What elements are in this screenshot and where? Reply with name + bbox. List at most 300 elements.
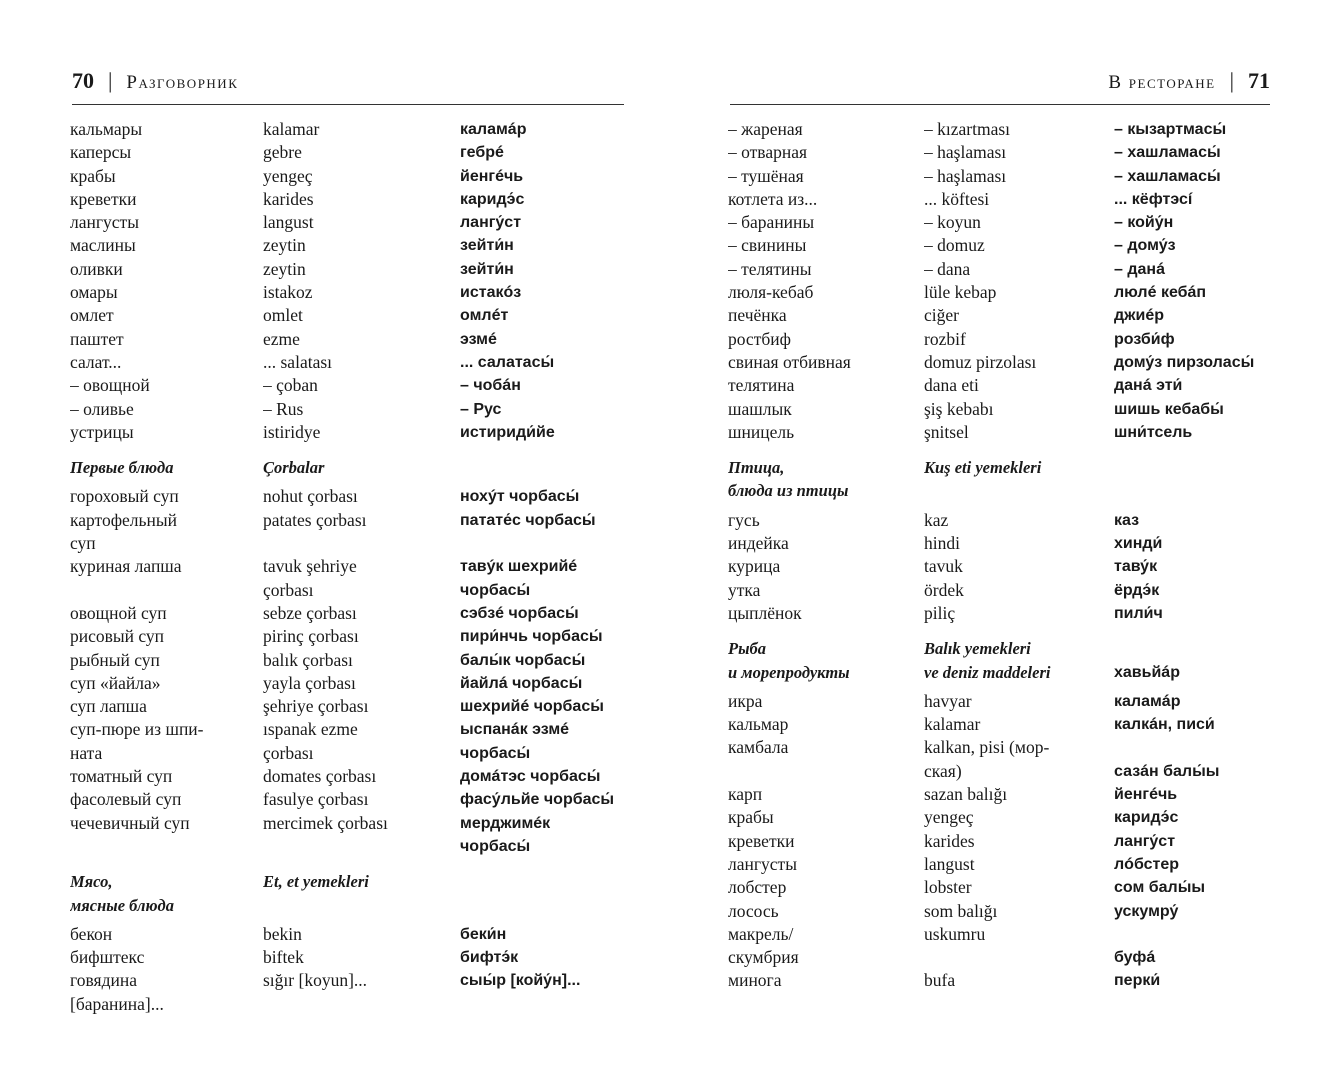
pronunciation: – чобáн bbox=[460, 377, 521, 395]
russian-term: рисовый суп bbox=[70, 626, 165, 647]
russian-term: телятина bbox=[728, 375, 795, 396]
pronunciation: джиéр bbox=[1114, 307, 1165, 325]
russian-term: чечевичный суп bbox=[70, 812, 190, 833]
russian-term: карп bbox=[728, 784, 763, 805]
pronunciation: перки́ bbox=[1114, 972, 1161, 990]
pronunciation bbox=[1114, 637, 1284, 660]
russian-term: – жареная bbox=[728, 119, 803, 139]
pronunciation: – койу́н bbox=[1114, 214, 1174, 232]
turkish-term: sazan balığı bbox=[924, 784, 1008, 805]
page-number: 71 bbox=[1248, 68, 1270, 93]
pronunciation: ускумру́ bbox=[1114, 902, 1179, 920]
page-header bbox=[730, 68, 1270, 105]
russian-term: индейка bbox=[728, 533, 789, 554]
russian-term: шницель bbox=[728, 421, 795, 442]
page-number: 70 bbox=[72, 68, 94, 93]
turkish-term: zeytin bbox=[263, 235, 306, 256]
phrase-row bbox=[728, 234, 1284, 257]
russian-term: блюда из птицы bbox=[728, 481, 849, 501]
russian-term: скумбрия bbox=[728, 947, 799, 968]
russian-term: – овощной bbox=[70, 375, 150, 396]
russian-term: гусь bbox=[728, 509, 760, 530]
russian-term: – баранины bbox=[728, 212, 815, 233]
russian-term: люля-кебаб bbox=[728, 282, 814, 303]
russian-term: Птица, bbox=[728, 458, 785, 478]
turkish-term: sebze çorbası bbox=[263, 602, 357, 623]
turkish-term: yengeç bbox=[924, 807, 974, 828]
turkish-term bbox=[263, 993, 460, 1016]
phrase-row bbox=[70, 579, 630, 602]
turkish-term: balık çorbası bbox=[263, 649, 353, 670]
turkish-term: som balığı bbox=[924, 900, 998, 921]
turkish-term: istiridye bbox=[263, 421, 321, 442]
russian-term: каперсы bbox=[70, 142, 132, 163]
russian-term: Мясо, bbox=[70, 872, 113, 892]
russian-term: говядина bbox=[70, 970, 137, 991]
russian-term: картофельный bbox=[70, 509, 177, 530]
russian-term: – телятины bbox=[728, 258, 812, 279]
pronunciation: каридэ́с bbox=[460, 190, 525, 208]
pronunciation: йайлá чорбасы́ bbox=[460, 674, 583, 692]
phrase-row bbox=[70, 742, 630, 765]
header-separator: | bbox=[1229, 68, 1234, 93]
pronunciation: патате́с чорбасы́ bbox=[460, 511, 596, 529]
turkish-term: domates çorbası bbox=[263, 766, 377, 787]
turkish-term: – koyun bbox=[924, 212, 981, 233]
section-heading-row bbox=[728, 661, 1284, 684]
turkish-term: bufa bbox=[924, 970, 956, 991]
phrase-row bbox=[70, 923, 630, 946]
russian-term: лосось bbox=[728, 900, 779, 921]
turkish-term: – haşlaması bbox=[924, 142, 1007, 163]
turkish-term: ıspanak ezme bbox=[263, 719, 358, 740]
phrase-row bbox=[70, 672, 630, 695]
page-header bbox=[72, 68, 624, 105]
pronunciation: ёрдэ́к bbox=[1114, 581, 1160, 599]
russian-term: минога bbox=[728, 970, 782, 991]
pronunciation: шишь кебабы́ bbox=[1114, 400, 1224, 418]
russian-term: маслины bbox=[70, 235, 136, 256]
phrase-row bbox=[70, 374, 630, 397]
turkish-term bbox=[263, 532, 460, 555]
russian-term: Рыба bbox=[728, 639, 767, 659]
phrase-row bbox=[70, 969, 630, 992]
russian-term: мясные блюда bbox=[70, 895, 174, 915]
phrase-row bbox=[70, 555, 630, 578]
pronunciation: дому́з пирзоласы́ bbox=[1114, 353, 1255, 371]
phrase-row bbox=[728, 760, 1284, 783]
phrase-row bbox=[728, 923, 1284, 946]
russian-term: кальмары bbox=[70, 119, 143, 139]
phrase-row bbox=[728, 946, 1284, 969]
turkish-term: istakoz bbox=[263, 282, 313, 303]
turkish-term: gebre bbox=[263, 142, 302, 163]
russian-term: – тушёная bbox=[728, 165, 804, 186]
turkish-term: tavuk şehriye bbox=[263, 556, 357, 577]
pronunciation: – кызартмасы́ bbox=[1114, 121, 1227, 138]
turkish-term: şiş kebabı bbox=[924, 398, 994, 419]
turkish-term: rozbif bbox=[924, 328, 966, 349]
phrase-row bbox=[70, 281, 630, 304]
pronunciation: лангу́ст bbox=[1114, 832, 1176, 850]
pronunciation: беки́н bbox=[460, 925, 507, 943]
turkish-term: – kızartması bbox=[924, 119, 1011, 139]
pronunciation: тавýк шехрийé bbox=[460, 558, 578, 576]
turkish-term: kalamar bbox=[263, 119, 320, 139]
phrase-row bbox=[70, 421, 630, 444]
pronunciation bbox=[460, 894, 630, 917]
turkish-term bbox=[263, 835, 460, 858]
turkish-term bbox=[924, 946, 1114, 969]
turkish-term: lobster bbox=[924, 877, 972, 898]
pronunciation bbox=[1114, 923, 1284, 946]
turkish-term: ... köftesi bbox=[924, 188, 990, 209]
phrase-row bbox=[728, 602, 1284, 625]
pronunciation bbox=[460, 532, 630, 555]
phrase-row bbox=[728, 304, 1284, 327]
turkish-term: piliç bbox=[924, 602, 956, 623]
turkish-term: kaz bbox=[924, 509, 949, 530]
russian-term: – оливье bbox=[70, 398, 134, 419]
russian-term: суп bbox=[70, 533, 96, 554]
pronunciation: эзмé bbox=[460, 330, 497, 348]
russian-term: рыбный суп bbox=[70, 649, 160, 670]
russian-term bbox=[728, 760, 924, 783]
phrase-row bbox=[728, 969, 1284, 992]
phrase-row bbox=[70, 351, 630, 374]
turkish-term: – Rus bbox=[263, 398, 304, 419]
russian-term: гороховый суп bbox=[70, 486, 179, 507]
russian-term: бекон bbox=[70, 923, 113, 944]
phrase-row bbox=[728, 690, 1284, 713]
pronunciation: бифтэ́к bbox=[460, 949, 519, 967]
russian-term: бифштекс bbox=[70, 947, 145, 968]
pronunciation: хавьйáр bbox=[1114, 663, 1180, 681]
turkish-term: zeytin bbox=[263, 258, 306, 279]
turkish-term: tavuk bbox=[924, 556, 963, 577]
russian-term: утка bbox=[728, 579, 761, 600]
section-heading-row bbox=[728, 637, 1284, 660]
phrase-row bbox=[70, 835, 630, 858]
turkish-term: pirinç çorbası bbox=[263, 626, 359, 647]
russian-term: цыплёнок bbox=[728, 602, 802, 623]
pronunciation: сазáн балы́ы bbox=[1114, 762, 1220, 780]
russian-term: креветки bbox=[728, 830, 795, 851]
russian-term: оливки bbox=[70, 258, 123, 279]
phrase-row bbox=[728, 783, 1284, 806]
turkish-term: Balık yemekleri bbox=[924, 639, 1031, 659]
russian-term: лобстер bbox=[728, 877, 787, 898]
turkish-term: yayla çorbası bbox=[263, 672, 356, 693]
turkish-term: hindi bbox=[924, 533, 960, 554]
turkish-term: ve deniz maddeleri bbox=[924, 662, 1051, 682]
phrase-row bbox=[70, 946, 630, 969]
phrase-row bbox=[70, 118, 630, 141]
phrase-row bbox=[728, 211, 1284, 234]
pronunciation: – дому́з bbox=[1114, 237, 1176, 255]
turkish-term: bekin bbox=[263, 923, 302, 944]
pronunciation: сом балы́ы bbox=[1114, 879, 1206, 897]
phrase-row bbox=[70, 765, 630, 788]
russian-term: ростбиф bbox=[728, 328, 791, 349]
russian-term: макрель/ bbox=[728, 923, 794, 944]
phrase-row bbox=[70, 532, 630, 555]
russian-term: печёнка bbox=[728, 305, 787, 326]
russian-term: икра bbox=[728, 690, 763, 711]
phrase-row bbox=[728, 351, 1284, 374]
turkish-term: nohut çorbası bbox=[263, 486, 358, 507]
phrase-row bbox=[728, 328, 1284, 351]
pronunciation bbox=[460, 456, 630, 479]
turkish-term: yengeç bbox=[263, 165, 313, 186]
pronunciation: домáтэс чорбасы́ bbox=[460, 768, 601, 786]
russian-term: суп «йайла» bbox=[70, 672, 161, 693]
turkish-term: biftek bbox=[263, 947, 304, 968]
turkish-term: – dana bbox=[924, 258, 971, 279]
page-title: В ресторане bbox=[1108, 72, 1216, 93]
pronunciation: йенгéчь bbox=[1114, 786, 1178, 804]
pronunciation: люлé кебáп bbox=[1114, 284, 1207, 302]
phrase-table bbox=[70, 118, 630, 1016]
turkish-term: fasulye çorbası bbox=[263, 789, 369, 810]
phrase-row bbox=[728, 806, 1284, 829]
russian-term: Первые блюда bbox=[70, 458, 174, 478]
pronunciation: фасу́льйе чорбасы́ bbox=[460, 791, 615, 809]
phrase-row bbox=[728, 713, 1284, 736]
pronunciation: калкáн, писи́ bbox=[1114, 716, 1215, 734]
phrase-row bbox=[70, 993, 630, 1016]
phrase-row bbox=[728, 188, 1284, 211]
phrase-row bbox=[728, 165, 1284, 188]
pronunciation bbox=[1114, 456, 1284, 479]
phrase-row bbox=[70, 165, 630, 188]
phrase-row bbox=[728, 555, 1284, 578]
phrase-row bbox=[70, 625, 630, 648]
pronunciation: чорбасы́ bbox=[460, 581, 531, 599]
pronunciation: истириди́йе bbox=[460, 423, 555, 441]
phrase-row bbox=[728, 281, 1284, 304]
phrase-row bbox=[70, 328, 630, 351]
russian-term: суп лапша bbox=[70, 696, 147, 717]
pronunciation: ... кёфтэсí bbox=[1114, 190, 1193, 208]
pronunciation: шехрийé чорбасы́ bbox=[460, 698, 604, 716]
russian-term: крабы bbox=[728, 807, 774, 828]
pronunciation: каламáр bbox=[460, 121, 527, 138]
pronunciation: – хашламасы́ bbox=[1114, 144, 1221, 162]
russian-term: шашлык bbox=[728, 398, 792, 419]
phrase-row bbox=[70, 234, 630, 257]
pronunciation: сыы́р [койу́н]... bbox=[460, 972, 581, 990]
turkish-term: çorbası bbox=[263, 742, 314, 763]
pronunciation: ... салатасы́ bbox=[460, 353, 555, 371]
phrase-row bbox=[728, 830, 1284, 853]
phrase-row bbox=[728, 258, 1284, 281]
russian-term bbox=[70, 835, 263, 858]
russian-term: крабы bbox=[70, 165, 116, 186]
pronunciation: истакóз bbox=[460, 284, 522, 302]
phrase-row bbox=[728, 421, 1284, 444]
turkish-term: uskumru bbox=[924, 923, 986, 944]
turkish-term bbox=[924, 479, 1114, 502]
phrase-row bbox=[728, 876, 1284, 899]
russian-term: креветки bbox=[70, 188, 137, 209]
russian-term: свиная отбивная bbox=[728, 351, 851, 372]
pronunciation: – данá bbox=[1114, 260, 1165, 278]
turkish-term: ördek bbox=[924, 579, 964, 600]
phrase-row bbox=[728, 509, 1284, 532]
phrase-row bbox=[728, 853, 1284, 876]
phrase-row bbox=[70, 485, 630, 508]
section-heading-row bbox=[728, 456, 1284, 479]
turkish-term: patates çorbası bbox=[263, 509, 367, 530]
turkish-term: kalkan, pisi (мор- bbox=[924, 737, 1050, 758]
phrase-row bbox=[70, 649, 630, 672]
turkish-term: Kuş eti yemekleri bbox=[924, 458, 1042, 478]
turkish-term: omlet bbox=[263, 305, 303, 326]
pronunciation: лангу́ст bbox=[460, 214, 522, 232]
pronunciation: чорбасы́ bbox=[460, 837, 531, 855]
russian-term: омлет bbox=[70, 305, 114, 326]
pronunciation: данá эти́ bbox=[1114, 377, 1183, 395]
phrase-row bbox=[70, 509, 630, 532]
pronunciation: омлéт bbox=[460, 307, 509, 325]
phrase-row bbox=[728, 398, 1284, 421]
header-separator: | bbox=[108, 68, 113, 93]
russian-term: куриная лапша bbox=[70, 556, 182, 577]
russian-term: паштет bbox=[70, 328, 124, 349]
turkish-term: ская) bbox=[924, 760, 962, 781]
russian-term: устрицы bbox=[70, 421, 134, 442]
russian-term: овощной суп bbox=[70, 602, 167, 623]
russian-term: лангусты bbox=[70, 212, 139, 233]
russian-term: – отварная bbox=[728, 142, 808, 163]
pronunciation: сэбзé чорбасы́ bbox=[460, 604, 579, 622]
pronunciation: – Рус bbox=[460, 400, 502, 418]
phrase-row bbox=[728, 374, 1284, 397]
pronunciation: каридэ́с bbox=[1114, 809, 1179, 827]
russian-term: салат... bbox=[70, 351, 122, 372]
russian-term: курица bbox=[728, 556, 781, 577]
turkish-term: ezme bbox=[263, 328, 300, 349]
turkish-term: Çorbalar bbox=[263, 458, 325, 478]
phrase-row bbox=[70, 188, 630, 211]
turkish-term: domuz pirzolası bbox=[924, 351, 1037, 372]
pronunciation: зейти́н bbox=[460, 237, 514, 255]
phrase-row bbox=[728, 141, 1284, 164]
phrase-row bbox=[70, 258, 630, 281]
turkish-term: Et, et yemekleri bbox=[263, 872, 369, 892]
section-heading-row bbox=[70, 870, 630, 893]
turkish-term: çorbası bbox=[263, 579, 314, 600]
phrase-row bbox=[728, 900, 1284, 923]
pronunciation: гебрé bbox=[460, 144, 504, 162]
pronunciation: нохýт чорбасы́ bbox=[460, 488, 580, 506]
turkish-term: mercimek çorbası bbox=[263, 812, 388, 833]
russian-term: лангусты bbox=[728, 853, 797, 874]
turkish-term: kalamar bbox=[924, 714, 981, 735]
pronunciation: розби́ф bbox=[1114, 330, 1175, 348]
turkish-term: karides bbox=[924, 830, 975, 851]
turkish-term: – domuz bbox=[924, 235, 985, 256]
russian-term: и морепродукты bbox=[728, 662, 850, 682]
turkish-term: şehriye çorbası bbox=[263, 696, 369, 717]
turkish-term: – çoban bbox=[263, 375, 318, 396]
page-title: Разговорник bbox=[126, 72, 239, 93]
phrase-row bbox=[70, 812, 630, 835]
section-heading-row bbox=[70, 894, 630, 917]
phrase-row bbox=[70, 718, 630, 741]
pronunciation bbox=[460, 993, 630, 1016]
turkish-term: dana eti bbox=[924, 375, 979, 396]
phrase-row bbox=[70, 304, 630, 327]
turkish-term: karides bbox=[263, 188, 314, 209]
russian-term: омары bbox=[70, 282, 118, 303]
turkish-term: şnitsel bbox=[924, 421, 969, 442]
pronunciation: хинди́ bbox=[1114, 535, 1163, 553]
turkish-term: – haşlaması bbox=[924, 165, 1007, 186]
phrase-row bbox=[728, 532, 1284, 555]
russian-term: – свинины bbox=[728, 235, 807, 256]
turkish-term: lüle kebap bbox=[924, 282, 997, 303]
pronunciation: лóбстер bbox=[1114, 855, 1180, 873]
pronunciation: таву́к bbox=[1114, 558, 1158, 576]
turkish-term: ciğer bbox=[924, 305, 959, 326]
pronunciation: – хашламасы́ bbox=[1114, 167, 1221, 185]
pronunciation: зейти́н bbox=[460, 260, 514, 278]
phrase-table bbox=[728, 118, 1284, 993]
russian-term: суп-пюре из шпи- bbox=[70, 719, 204, 740]
russian-term: ната bbox=[70, 742, 103, 763]
phrase-row bbox=[70, 788, 630, 811]
pronunciation: каламáр bbox=[1114, 692, 1181, 710]
turkish-term: langust bbox=[263, 212, 314, 233]
phrase-row bbox=[70, 695, 630, 718]
pronunciation: балы́к чорбасы́ bbox=[460, 651, 586, 669]
phrase-row bbox=[70, 141, 630, 164]
russian-term: камбала bbox=[728, 737, 789, 758]
turkish-term: sığır [koyun]... bbox=[263, 970, 368, 991]
russian-term: котлета из... bbox=[728, 188, 818, 209]
phrase-row bbox=[70, 398, 630, 421]
pronunciation: буфá bbox=[1114, 949, 1156, 967]
pronunciation: мерджимéк bbox=[460, 814, 551, 832]
turkish-term: ... salatası bbox=[263, 351, 333, 372]
pronunciation: чорбасы́ bbox=[460, 744, 531, 762]
phrase-row bbox=[728, 736, 1284, 759]
pronunciation bbox=[460, 870, 630, 893]
turkish-term: havyar bbox=[924, 690, 972, 711]
phrase-row bbox=[70, 211, 630, 234]
section-heading-row bbox=[70, 456, 630, 479]
russian-term: томатный суп bbox=[70, 766, 173, 787]
pronunciation bbox=[1114, 736, 1284, 759]
pronunciation: ыспанáк эзмé bbox=[460, 721, 570, 739]
phrase-row bbox=[728, 579, 1284, 602]
pronunciation: йенгéчь bbox=[460, 167, 524, 185]
russian-term: кальмар bbox=[728, 714, 789, 735]
pronunciation bbox=[1114, 479, 1284, 502]
phrase-row bbox=[70, 602, 630, 625]
pronunciation: шни́тсель bbox=[1114, 423, 1193, 441]
turkish-term: langust bbox=[924, 853, 975, 874]
pronunciation: каз bbox=[1114, 511, 1140, 529]
russian-term: фасолевый суп bbox=[70, 789, 182, 810]
turkish-term bbox=[263, 894, 460, 917]
russian-term: [баранина]... bbox=[70, 993, 164, 1014]
pronunciation: пири́нчь чорбасы́ bbox=[460, 628, 603, 646]
russian-term bbox=[70, 579, 263, 602]
section-heading-row bbox=[728, 479, 1284, 502]
